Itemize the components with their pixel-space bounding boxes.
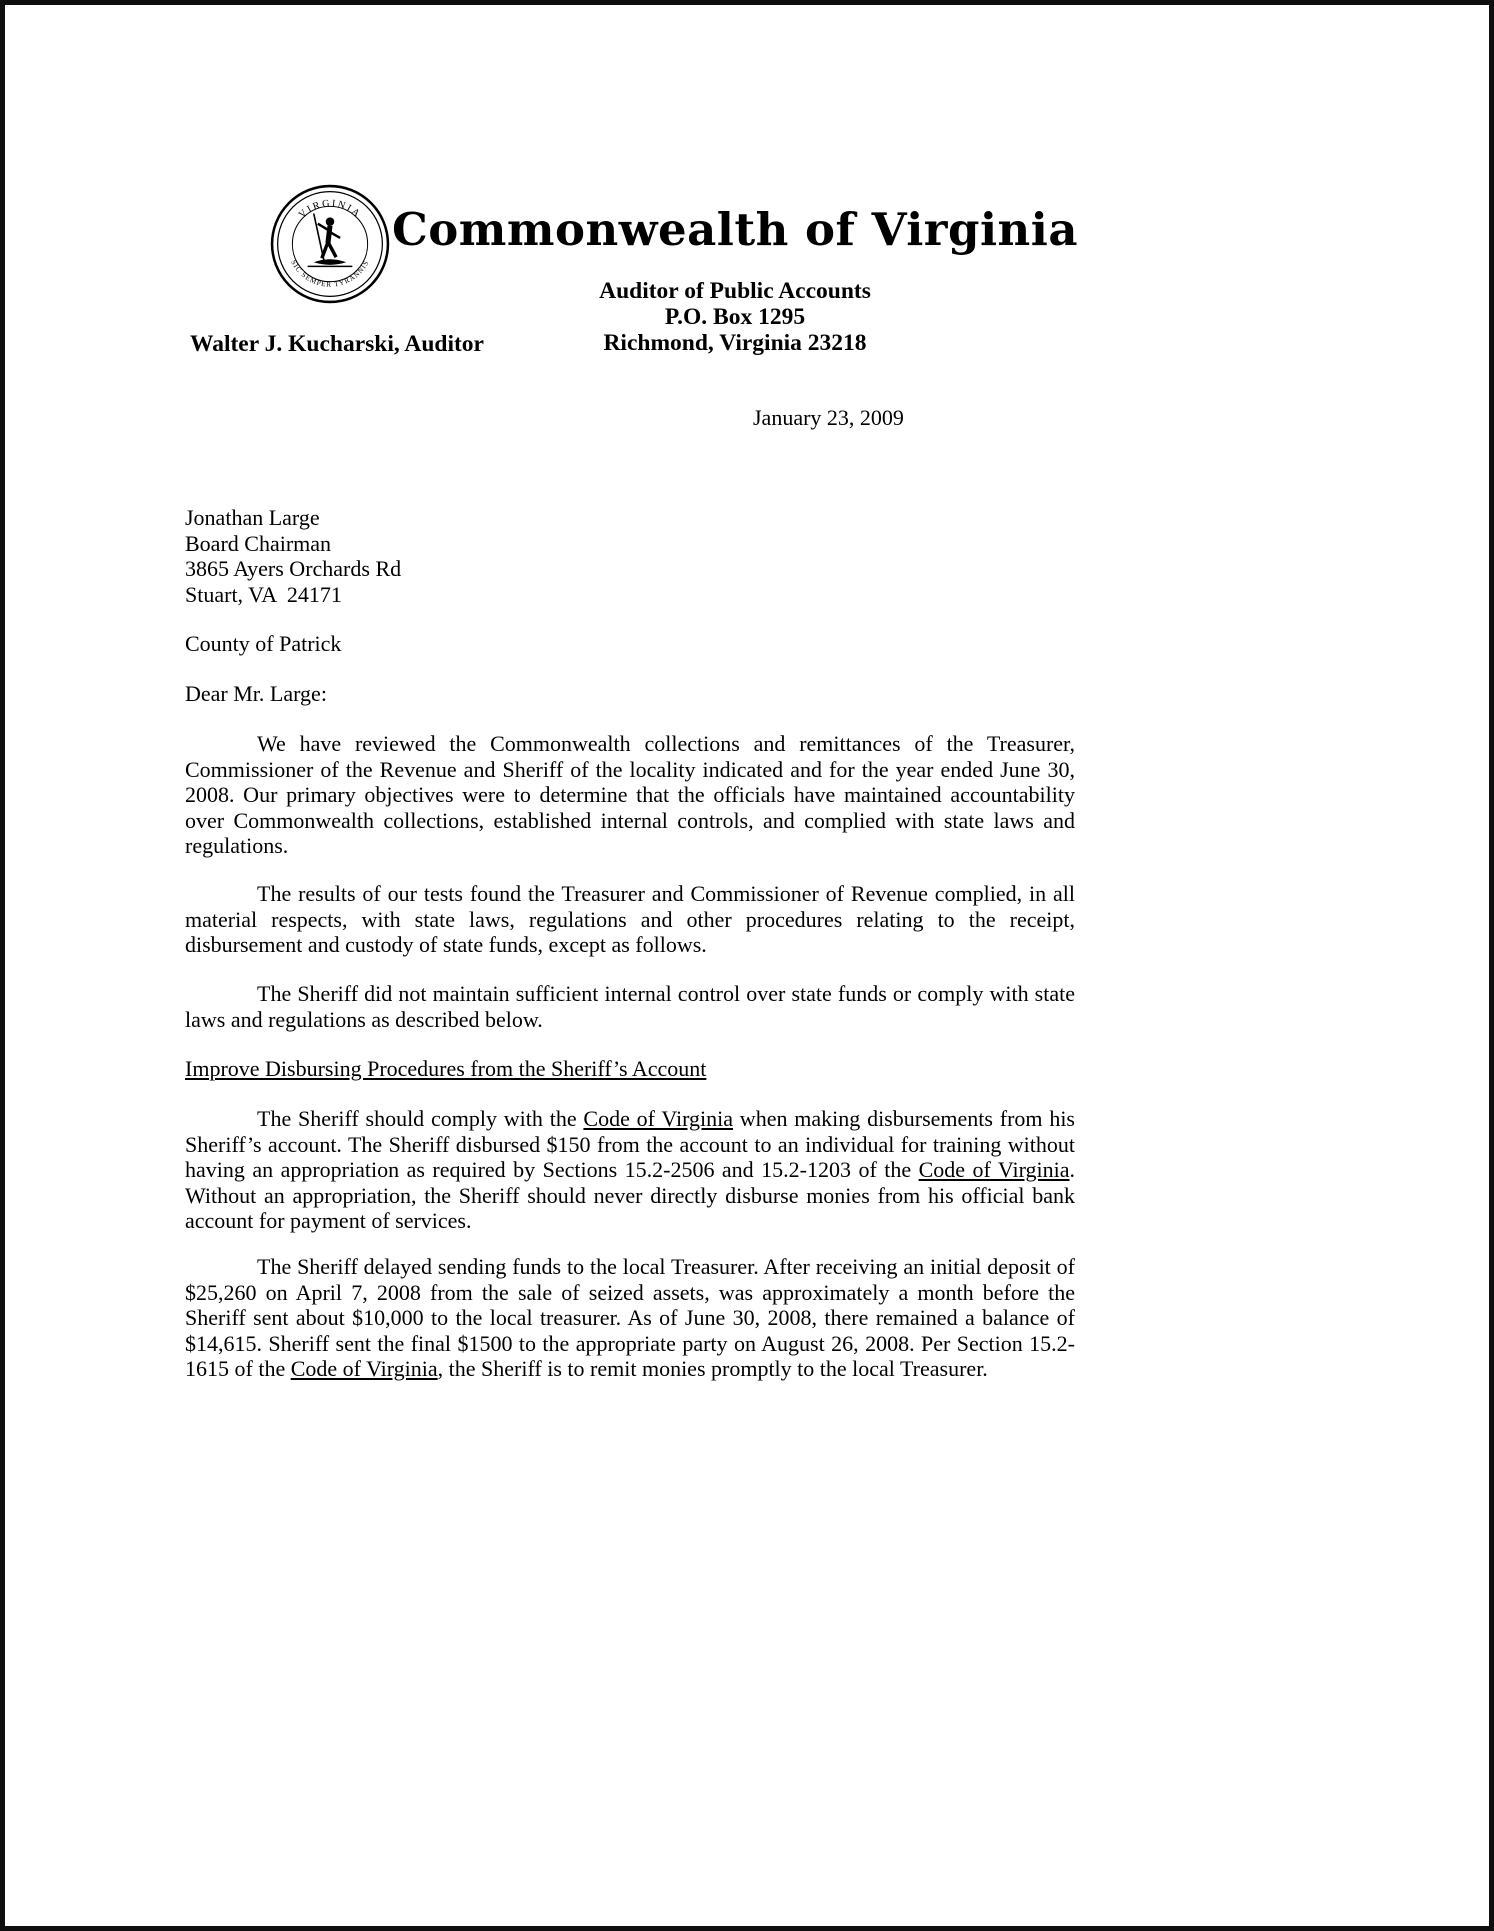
- paragraph-4-text: The Sheriff should comply with the: [257, 1106, 584, 1131]
- paragraph-3: The Sheriff did not maintain sufficient internal control over state funds or comply with state laws and regulations as described below.: [185, 981, 1075, 1032]
- virginia-seal-svg: [269, 183, 391, 305]
- paragraph-1: We have reviewed the Commonwealth collections and remittances of the Treasurer, Commissioner of the Revenue and Sheriff of the locality indicated and for the year ended June 30, 2008. Our primary objectives were to determine that the officials have maintained accountability over Commonwealth collections, established internal controls, and complied with state laws and regulations.: [185, 731, 1075, 858]
- code-of-virginia-reference: Code of Virginia: [583, 1106, 733, 1131]
- letterhead-title: Commonwealth of Virginia: [391, 203, 1079, 256]
- paragraph-4-text: when making disbursements from his Sheriff’s account. The Sheriff disbursed $150 from the account to an individual for training without having an appropriation as required by Sections 15.2-2506 and 15.2-1203 of the: [185, 1106, 1075, 1182]
- salutation: Dear Mr. Large:: [185, 681, 327, 706]
- recipient-name: Jonathan Large: [185, 505, 320, 530]
- letter-date: January 23, 2009: [753, 405, 904, 430]
- recipient-title: Board Chairman: [185, 530, 332, 556]
- locality-line: County of Patrick: [185, 631, 342, 656]
- paragraph-2: The results of our tests found the Treasurer and Commissioner of Revenue complied, in all material respects, with state laws, regulations and other procedures relating to the receipt, disbursement and custody of state funds, except as follows.: [185, 881, 1075, 957]
- letterhead-office: Auditor of Public Accounts: [599, 278, 871, 304]
- code-of-virginia-reference: Code of Virginia: [918, 1157, 1070, 1182]
- recipient-address-line1: 3865 Ayers Orchards Rd: [185, 556, 402, 581]
- letterhead-address-block: [460, 279, 1010, 356]
- virginia-seal-icon: [269, 183, 391, 305]
- paragraph-4-text: . Without an appropriation, the Sheriff should never directly disburse monies from his official bank account for payment of services.: [185, 1157, 1075, 1233]
- section-heading: Improve Disbursing Procedures from the Sheriff’s Account: [185, 1056, 707, 1081]
- paragraph-5: [185, 1254, 1075, 1382]
- paragraph-4: [185, 1106, 1075, 1234]
- letterhead-city-line: Richmond, Virginia 23218: [603, 329, 867, 356]
- recipient-address-line2: Stuart, VA 24171: [185, 581, 342, 607]
- seal-bottom-text: SIC SEMPER TYRANNIS: [289, 258, 371, 289]
- recipient-block: [185, 505, 401, 607]
- code-of-virginia-reference: Code of Virginia: [290, 1356, 438, 1381]
- paragraph-5-text: The Sheriff delayed sending funds to the local Treasurer. After receiving an initial deposit of $25,260 on April 7, 2008 from the sale of seized assets, was approximately a month before the Sheriff sent about $10,000 to the local treasurer. As of June 30, 2008, there remained a balance of $14,615. Sheriff sent the final $1500 to the appropriate party on August 26, 2008. Per Section 15.2-1615 of the: [185, 1254, 1075, 1381]
- paragraph-5-text: , the Sheriff is to remit monies promptly to the local Treasurer.: [437, 1356, 988, 1381]
- auditor-name: Walter J. Kucharski, Auditor: [190, 331, 484, 357]
- letterhead-po-box: P.O. Box 1295: [664, 303, 806, 330]
- seal-top-text: VIRGINIA: [296, 198, 364, 221]
